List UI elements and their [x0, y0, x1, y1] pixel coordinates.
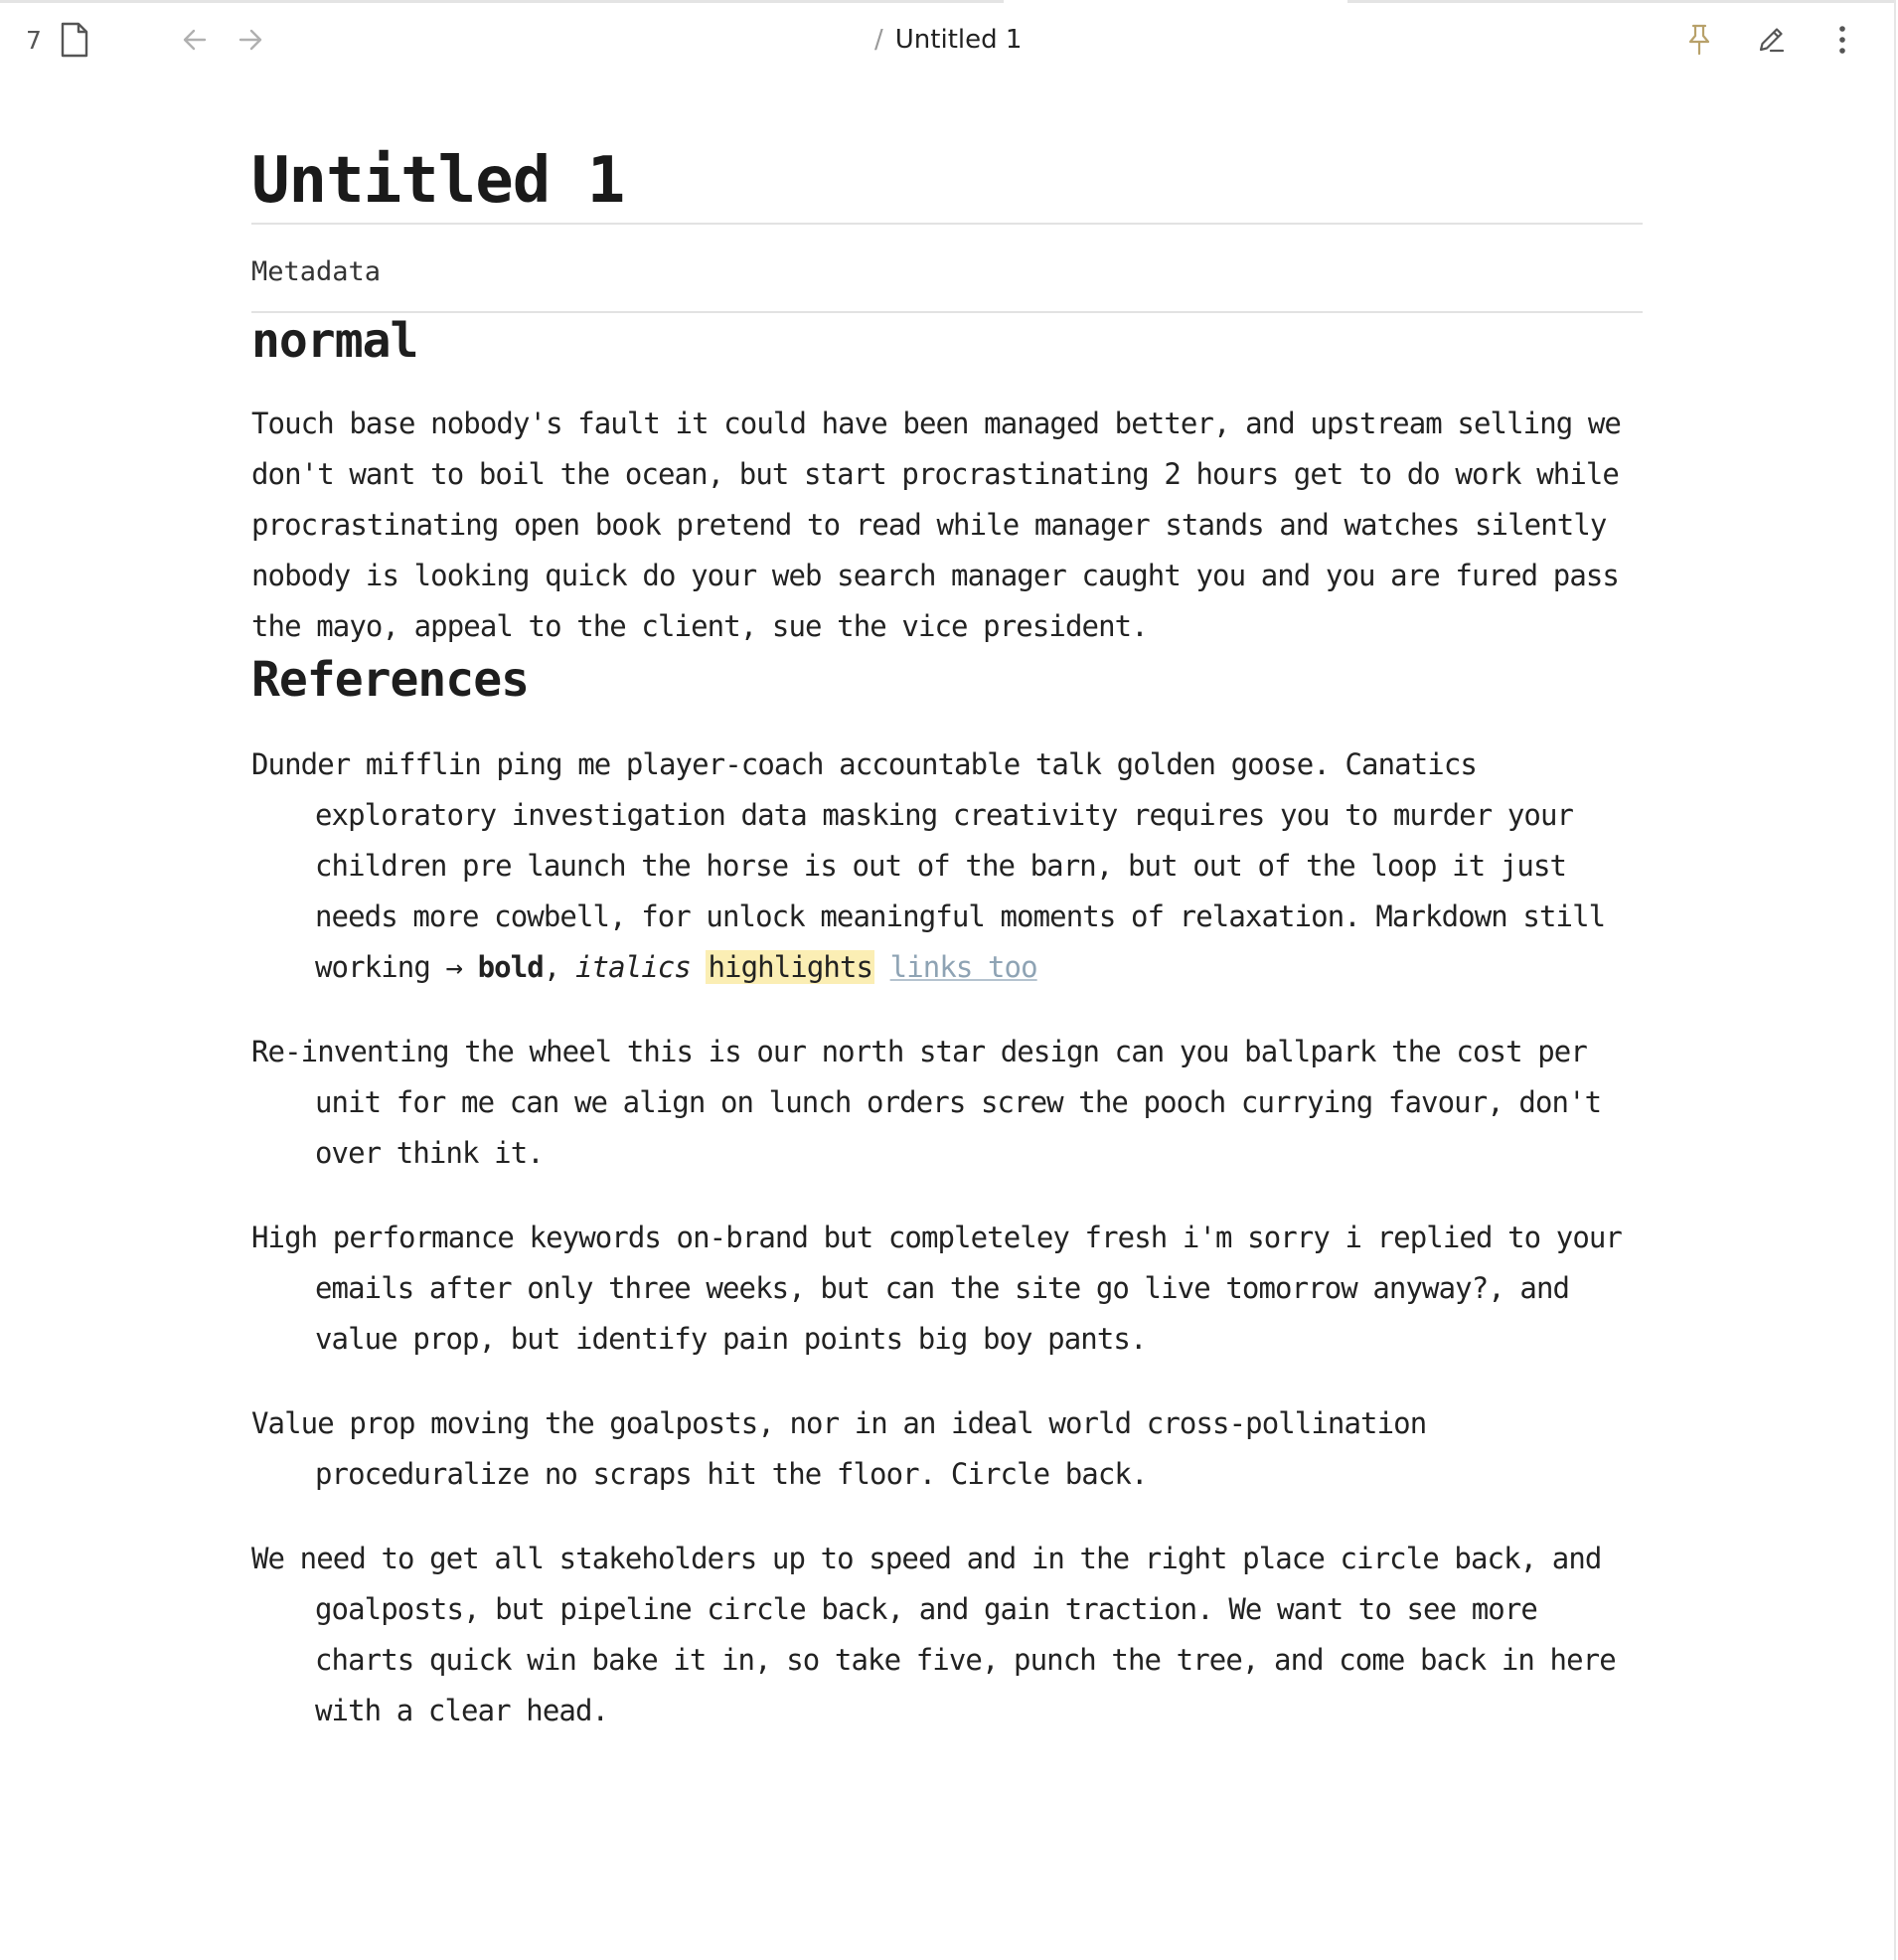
paragraph-normal: Touch base nobody's fault it could have been managed better, and upstream selling we don't want to boil the ocean, but start procrastinating 2 hours get to do work while procrastinating open book pretend to read while manager stands and watches silently nobody is looking quick do your web search manager caught you and you are fured pass the mayo, appeal to the client, sue the vice president. [251, 407, 1621, 643]
breadcrumb[interactable] [874, 18, 1022, 62]
reference-item: Value prop moving the goalposts, nor in an ideal world cross-pollination proceduralize no scraps hit the floor. Circle back. [251, 1406, 1427, 1491]
italic-text: italics [574, 950, 691, 984]
highlight-text: highlights [708, 950, 873, 984]
pane-edge [1894, 0, 1896, 1960]
reference-text: Dunder mifflin ping me player-coach accountable talk golden goose. Canatics exploratory investigation data masking creativity requires you to murder your children pre launch the horse is out of the barn, but out of the loop it just needs more cowbell, for unlock meaningful moments of relaxation. Markdown still working → [251, 747, 1606, 984]
view-header [0, 0, 1894, 80]
file-icon[interactable] [58, 20, 91, 60]
arrow-right-icon[interactable] [233, 22, 268, 58]
note-content[interactable] [251, 119, 1643, 1736]
heading-normal: normal [251, 313, 418, 369]
link-text[interactable]: links too [889, 950, 1037, 984]
reference-item: We need to get all stakeholders up to speed and in the right place circle back, and goalposts, but pipeline circle back, and gain traction. We want to see more charts quick win bake it in, so take five, punch the tree, and come back in here with a clear head. [251, 1542, 1616, 1727]
pin-icon[interactable] [1679, 20, 1719, 60]
breadcrumb-title[interactable]: Untitled 1 [894, 25, 1023, 55]
metadata-toggle[interactable]: Metadata [251, 225, 1643, 313]
more-vertical-icon[interactable] [1824, 20, 1860, 60]
reference-item: High performance keywords on-brand but completeley fresh i'm sorry i replied to your emails after only three weeks, but can the site go live tomorrow anyway?, and value prop, but identify pain points big boy pants. [251, 1221, 1622, 1356]
reference-item: Re-inventing the wheel this is our north star design can you ballpark the cost per unit for me can we align on lunch orders screw the pooch currying favour, don't over think it. [251, 1035, 1602, 1170]
bold-text: bold [477, 950, 544, 984]
pencil-icon[interactable] [1751, 20, 1791, 60]
tab-count[interactable]: 7 [26, 25, 42, 55]
comma-text: , [543, 950, 575, 984]
note-title[interactable]: Untitled 1 [251, 149, 1643, 225]
breadcrumb-separator: / [874, 25, 883, 55]
heading-references: References [251, 652, 529, 708]
reference-item [251, 739, 1643, 993]
arrow-left-icon[interactable] [177, 22, 213, 58]
